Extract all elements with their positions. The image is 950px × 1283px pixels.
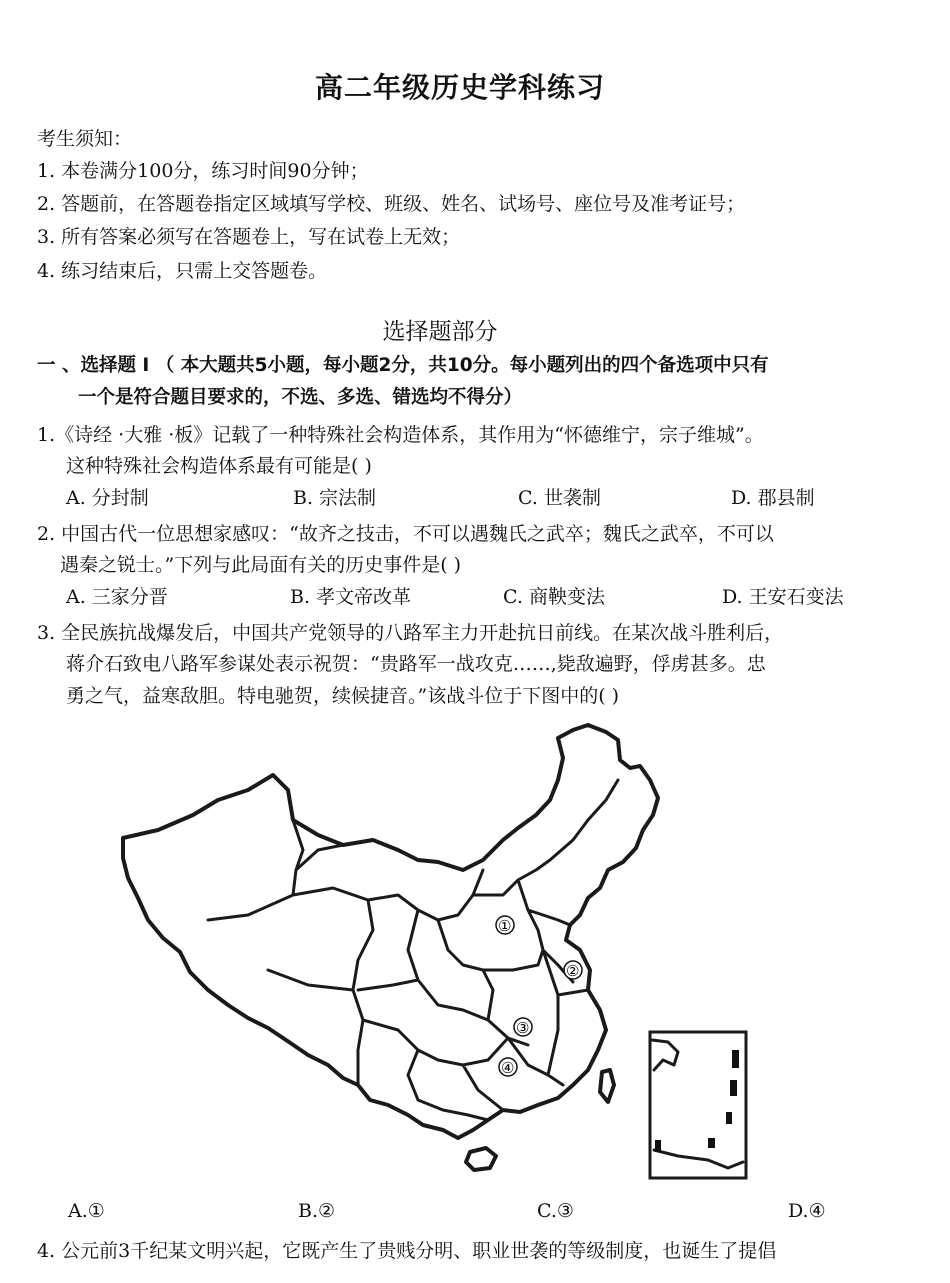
question-3-option-c[interactable]: C.③ — [537, 1200, 574, 1222]
question-1-option-a[interactable]: A. 分封制 — [66, 487, 149, 509]
question-2-option-a[interactable]: A. 三家分晋 — [66, 586, 168, 608]
map-marker-2 — [564, 961, 582, 980]
question-2-option-d[interactable]: D. 王安石变法 — [722, 586, 844, 608]
question-3-line1: 3. 全民族抗战爆发后，中国共产党领导的八路军主力开赴抗日前线。在某次战斗胜利后， — [37, 622, 784, 644]
map-inset-dash-1 — [732, 1050, 739, 1068]
question-1-line1: 1.《诗经 ·大雅 ·板》记载了一种特殊社会构造体系，其作用为“怀德维宁，宗子维城”。 — [37, 424, 764, 446]
question-2-option-c[interactable]: C. 商鞅变法 — [503, 586, 605, 608]
question-4-line1: 4. 公元前3千纪某文明兴起，它既产生了贵贱分明、职业世袭的等级制度，也诞生了提倡 — [37, 1240, 777, 1262]
map-inset-dash-2 — [730, 1080, 737, 1096]
notice-item-2: 2. 答题前，在答题卷指定区域填写学校、班级、姓名、试场号、座位号及准考证号； — [37, 193, 746, 215]
map-marker-1 — [496, 916, 514, 935]
page-title: 高二年级历史学科练习 — [314, 71, 605, 104]
question-3-line3: 勇之气，益寒敌胆。特电驰贺，续候捷音。”该战斗位于下图中的( ) — [66, 685, 620, 707]
question-3-line2: 蒋介石致电八路军参谋处表示祝贺：“贵路军一战攻克……,毙敌遍野，俘虏甚多。忠 — [66, 653, 766, 675]
china-map-figure — [118, 720, 758, 1190]
question-3-option-a[interactable]: A.① — [68, 1200, 105, 1222]
map-marker-1-label: ① — [498, 917, 512, 935]
notice-item-3: 3. 所有答案必须写在答题卷上，写在试卷上无效； — [37, 226, 461, 248]
question-3-option-d[interactable]: D.④ — [788, 1200, 826, 1222]
map-marker-2-label: ② — [566, 962, 580, 980]
map-marker-4 — [499, 1058, 517, 1077]
map-marker-3-label: ③ — [516, 1019, 530, 1037]
map-island-taiwan — [600, 1070, 614, 1102]
map-country-outline — [123, 725, 658, 1138]
map-island-hainan — [466, 1148, 496, 1170]
question-3-option-b[interactable]: B.② — [298, 1200, 336, 1222]
question-1-option-c[interactable]: C. 世袭制 — [518, 487, 601, 509]
question-1-line2: 这种特殊社会构造体系最有可能是( ) — [66, 455, 372, 477]
map-inset-dash-3 — [726, 1112, 732, 1124]
notice-heading: 考生须知： — [37, 128, 133, 150]
section-title: 选择题部分 — [382, 319, 498, 345]
part1-instruction-line2: 一个是符合题目要求的，不选、多选、错选均不得分） — [78, 387, 523, 408]
map-marker-3 — [514, 1018, 532, 1037]
map-inset-box — [650, 1032, 746, 1178]
china-map — [118, 720, 758, 1190]
question-1-option-d[interactable]: D. 郡县制 — [731, 487, 815, 509]
map-inset-dash-4 — [708, 1138, 715, 1148]
question-2-option-b[interactable]: B. 孝文帝改革 — [290, 586, 412, 608]
notice-item-1: 1. 本卷满分100分，练习时间90分钟； — [37, 160, 369, 182]
question-2-line1: 2. 中国古代一位思想家感叹：“故齐之技击，不可以遇魏氏之武卒；魏氏之武卒，不可以 — [37, 523, 774, 545]
question-2-line2: 遇秦之锐士。”下列与此局面有关的历史事件是( ) — [60, 554, 462, 576]
map-inset-dash-5 — [655, 1140, 661, 1152]
question-1-option-b[interactable]: B. 宗法制 — [293, 487, 377, 509]
part1-instruction-line1: 一 、选择题 Ⅰ （ 本大题共5小题，每小题2分，共10分。每小题列出的四个备选项中只有 — [37, 355, 769, 376]
notice-item-4: 4. 练习结束后，只需上交答题卷。 — [37, 260, 328, 282]
map-marker-4-label: ④ — [501, 1059, 515, 1077]
